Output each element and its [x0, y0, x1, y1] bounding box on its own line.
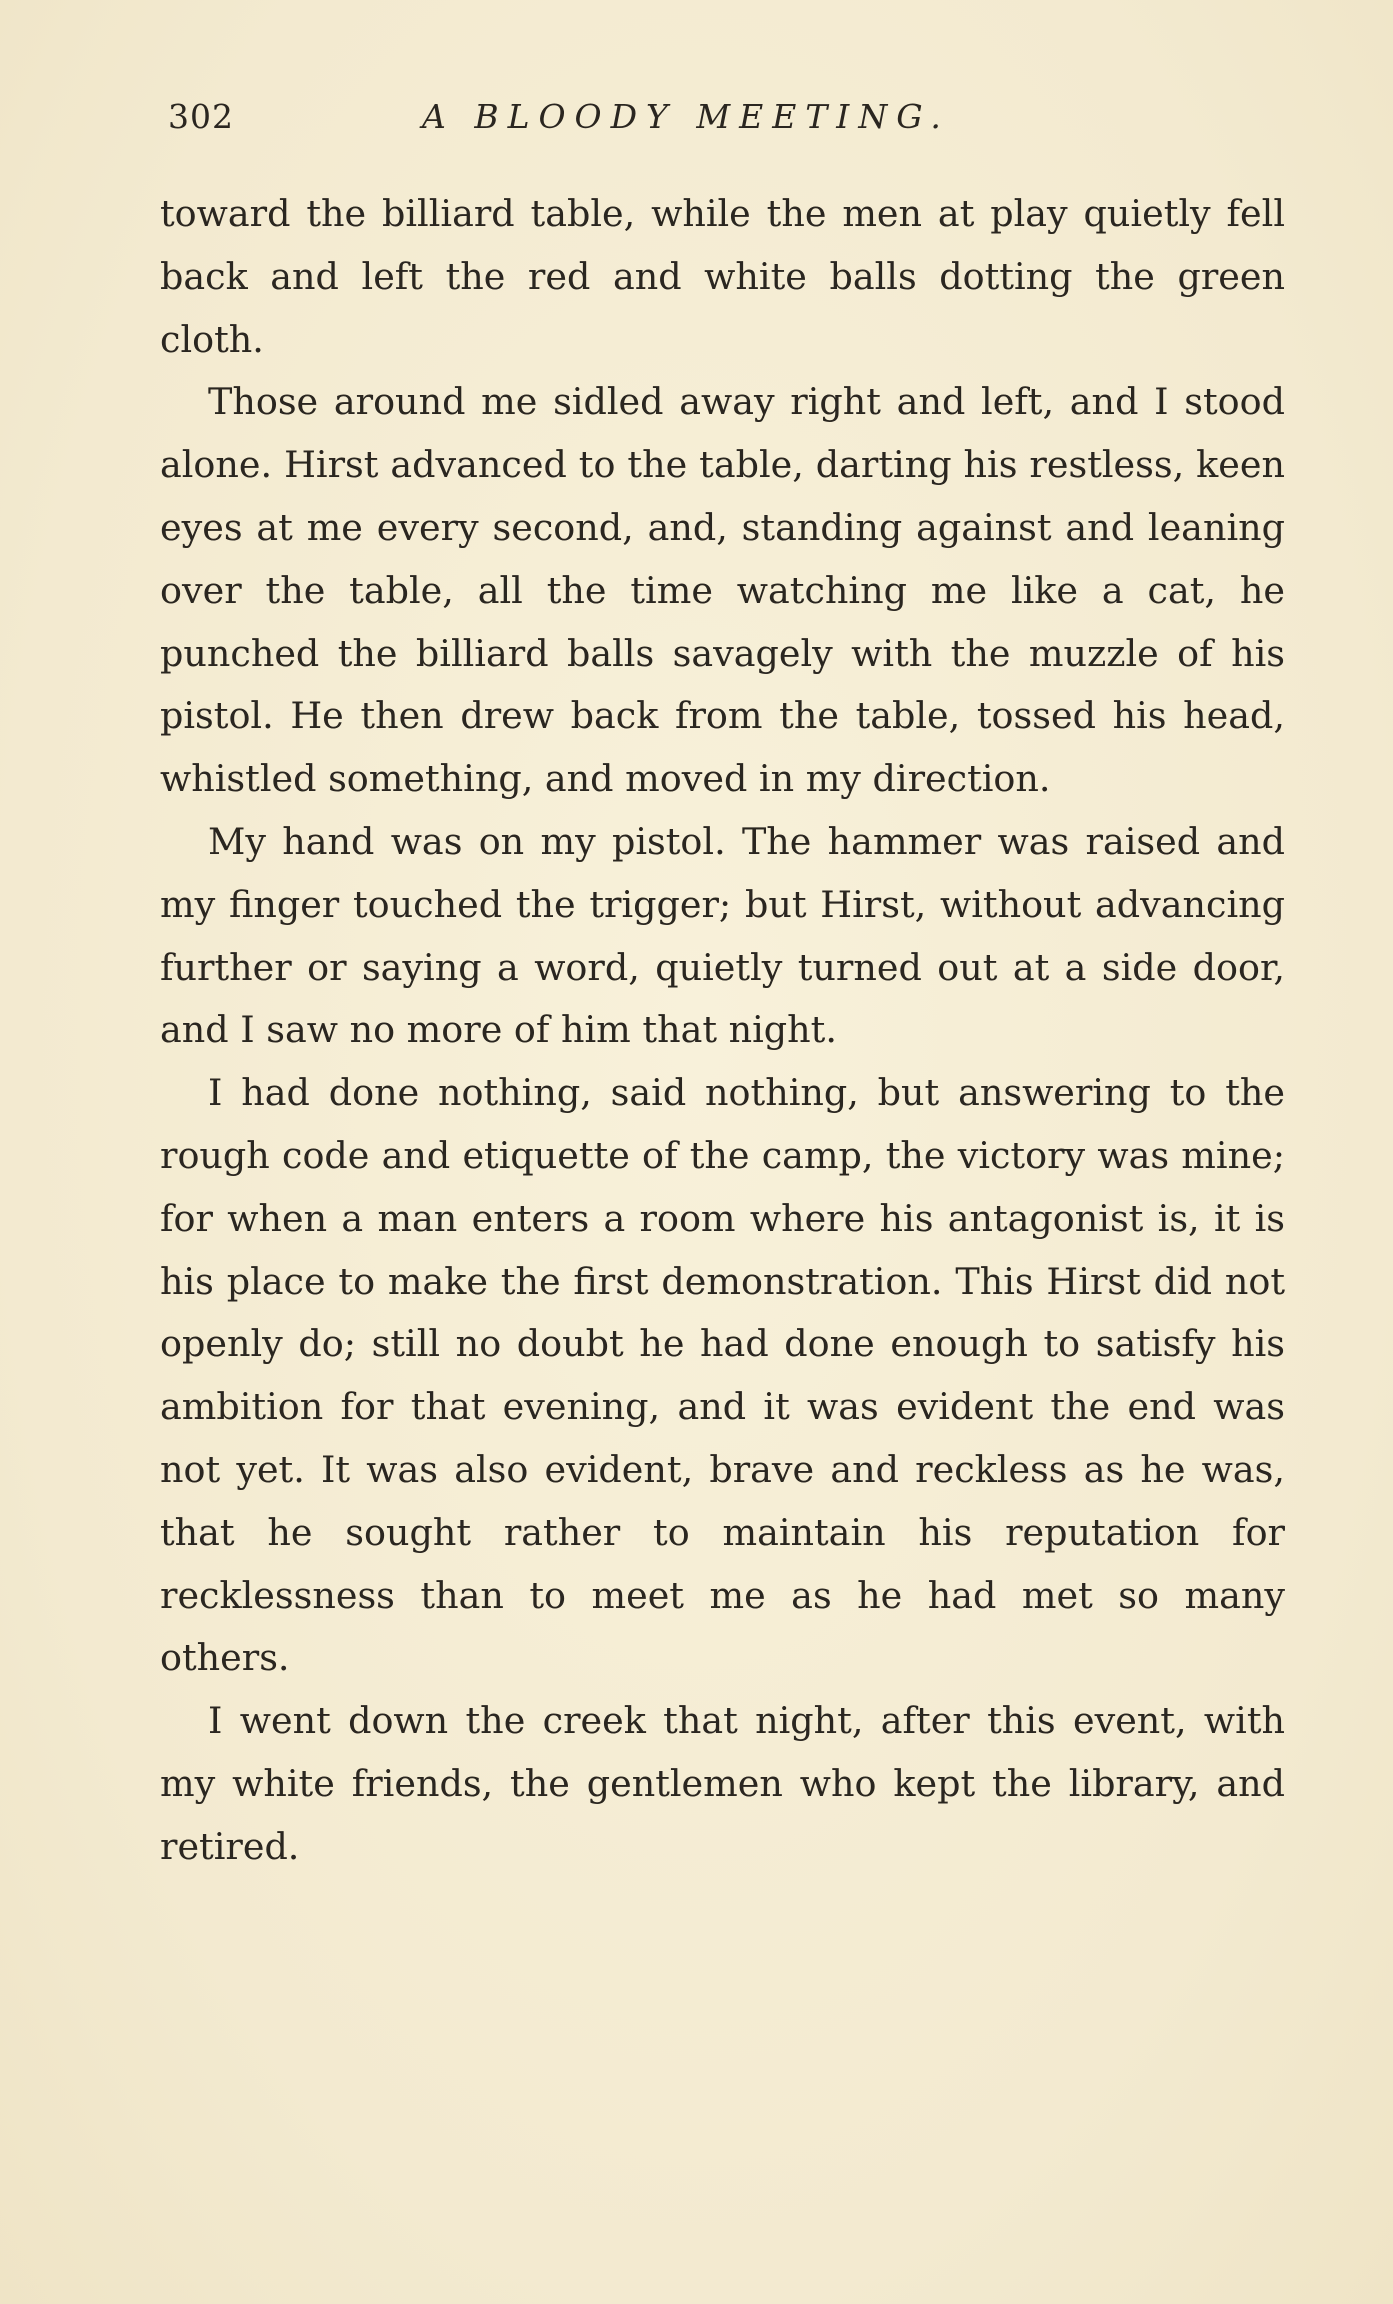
- paragraph: I had done nothing, said nothing, but answering to the rough code and etiquette of the camp, the victory was mine; for when a man enters a room where his antagonist is, it is his place to make the first demonstration. This Hirst did not openly do; still no doubt he had done enough to satisfy his ambition for that evening, and it was evident the end was not yet. It was also evident, brave and reckless as he was, that he sought rather to maintain his reputation for recklessness than to meet me as he had met so many others.: [160, 1071, 1285, 1680]
- body-text: [160, 183, 1285, 1879]
- paragraph: I went down the creek that night, after this event, with my white friends, the gentlemen who kept the library, and retired.: [160, 1699, 1285, 1868]
- paragraph: My hand was on my pistol. The hammer was raised and my finger touched the trigger; but Hirst, without advancing further or saying a word, quietly turned out at a side door, and I saw no more of him that night.: [160, 819, 1285, 1052]
- paragraph-continued: toward the billiard table, while the men at play quietly fell back and left the red and white balls dotting the green cloth.: [160, 192, 1285, 361]
- paragraph: Those around me sidled away right and left, and I stood alone. Hirst advanced to the table, darting his restless, keen eyes at me every second, and, standing against and leaning over the table, all the time watching me like a cat, he punched the billiard balls savagely with the muzzle of his pistol. He then drew back from the table, tossed his head, whistled something, and moved in my direction.: [160, 380, 1285, 801]
- running-head: [168, 92, 1288, 142]
- page-number: 302: [168, 97, 234, 136]
- running-title: A BLOODY MEETING.: [422, 97, 950, 136]
